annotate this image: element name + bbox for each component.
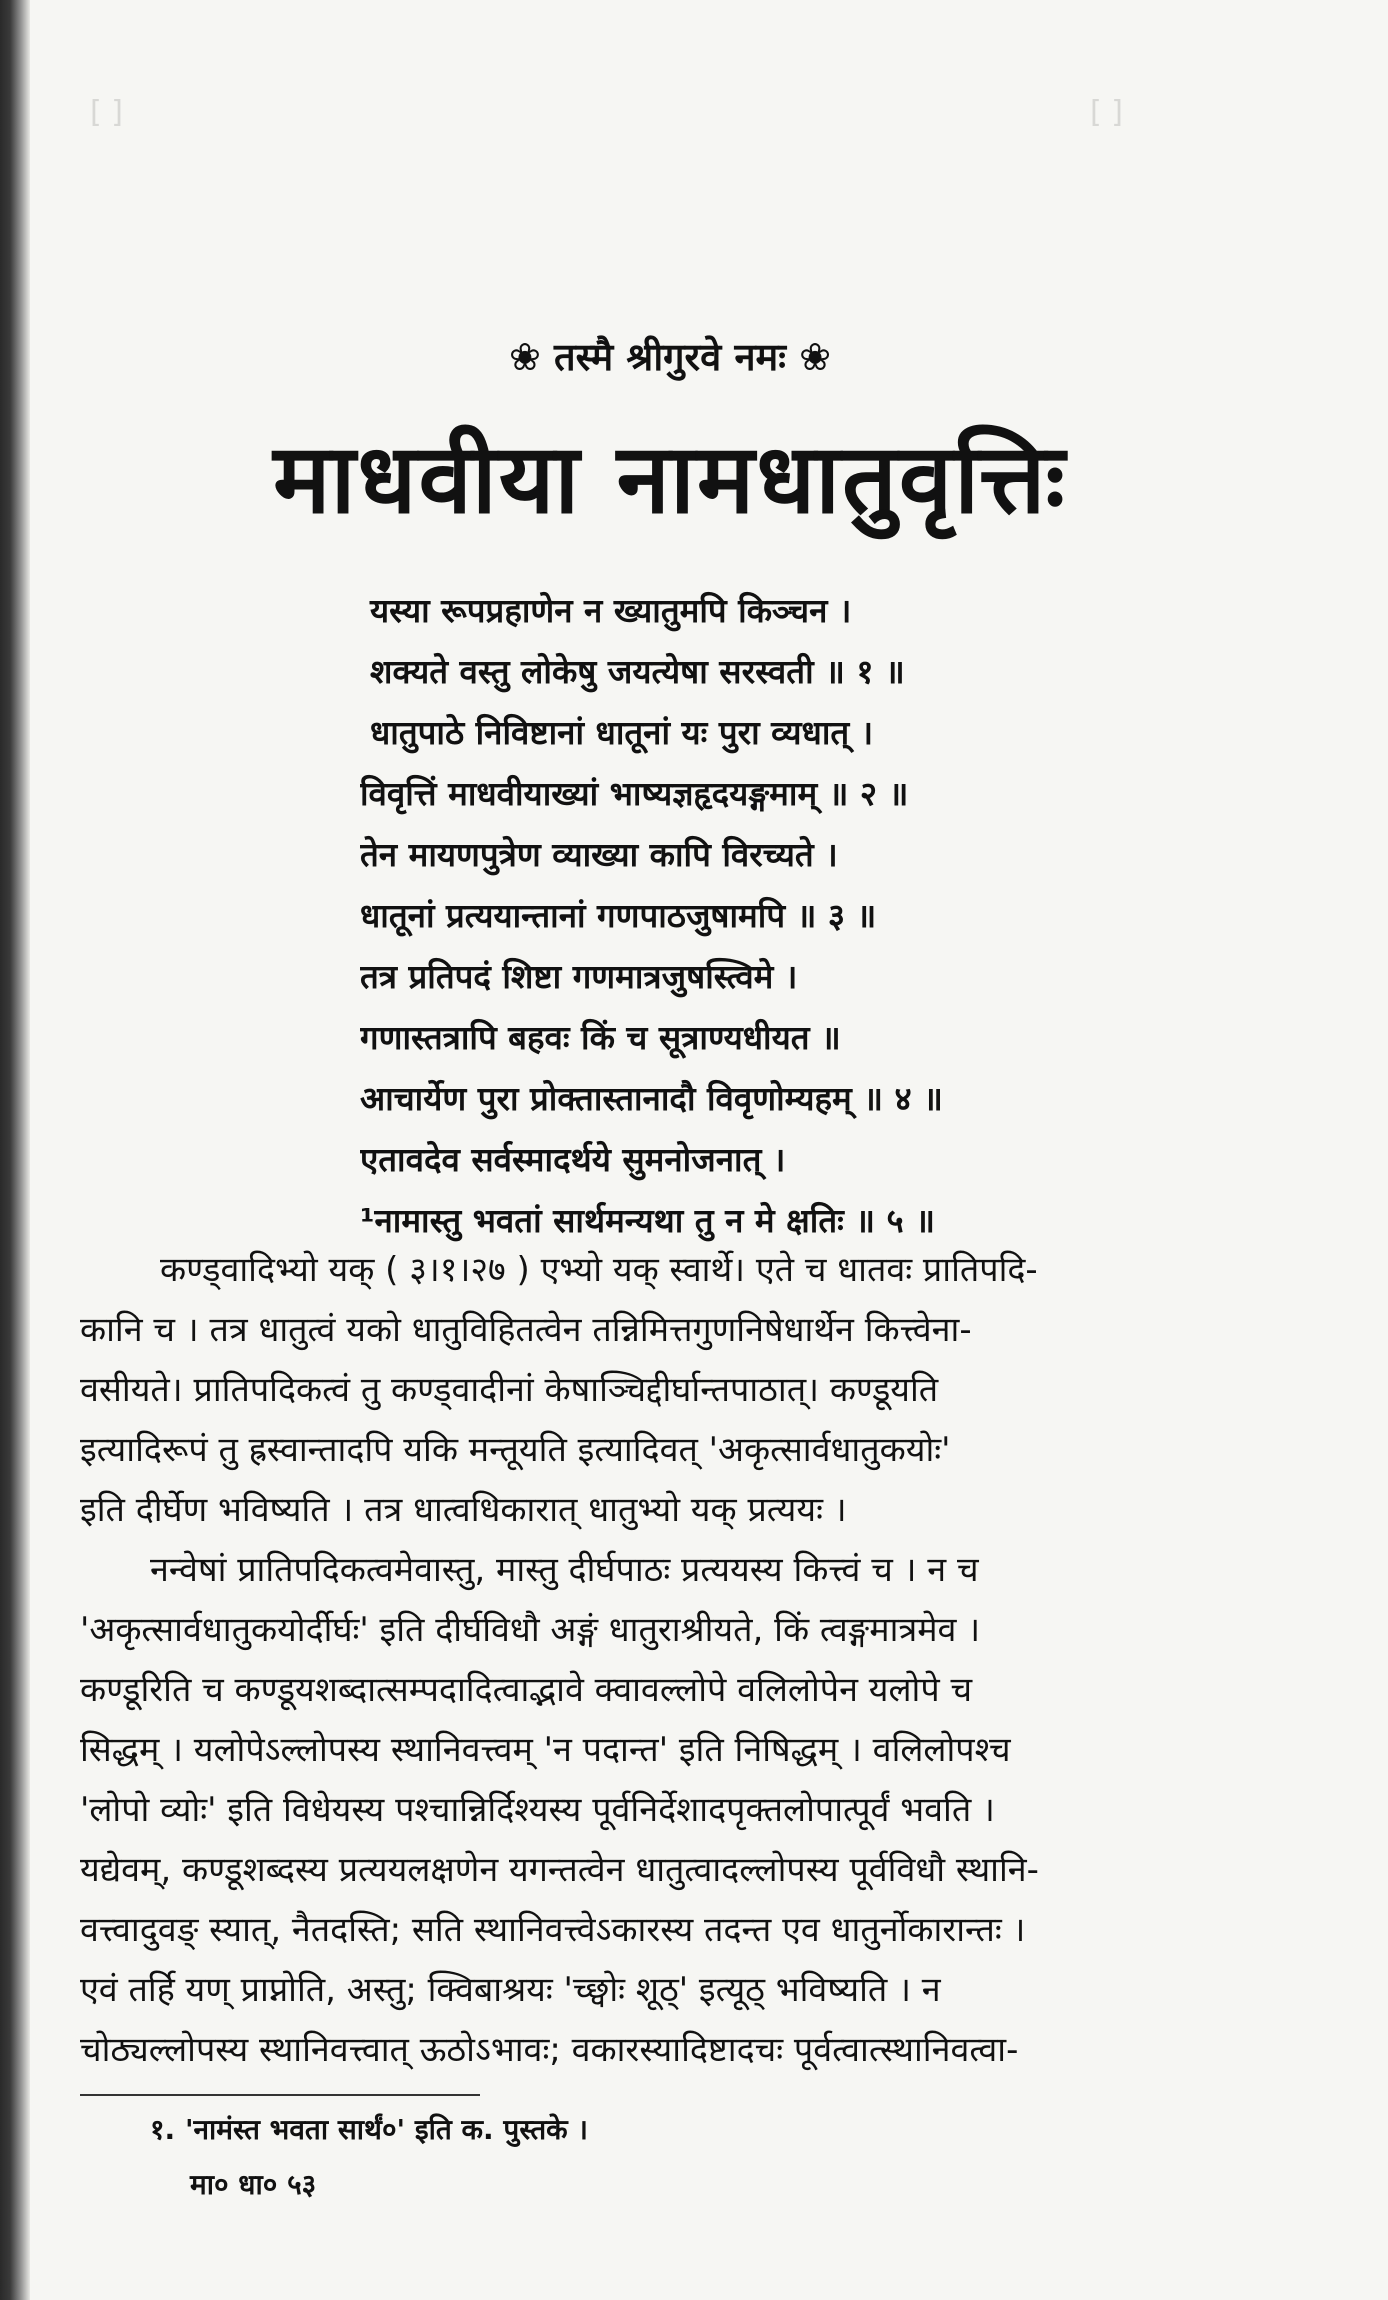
text-line: कण्ड्वादिभ्यो यक् ( ३।१।२७ ) एभ्यो यक् स्वार्थे। एते च धातवः प्रातिपदि- [160,1250,1038,1290]
text-line: सिद्धम् । यलोपेऽल्लोपस्य स्थानिवत्त्वम् 'न पदान्त' इति निषिद्धम् । वलिलोपश्च [80,1730,1011,1770]
verse-line: तेन मायणपुत्रेण व्याख्या कापि विरच्यते । [360,835,838,874]
verse-line: यस्या रूपप्रहाणेन न ख्यातुमपि किञ्चन । [370,591,852,630]
invocation-line: ❀ तस्मै श्रीगुरवे नमः ❀ [508,335,832,379]
bleed-through-text: [ ] [1090,95,1123,130]
text-line: कण्डूरिति च कण्डूयशब्दात्सम्पदादित्वाद्भावे क्वावल्लोपे वलिलोपेन यलोपे च [80,1670,973,1710]
verse-line: धातूनां प्रत्ययान्तानां गणपाठजुषामपि ॥ ३ ॥ [360,896,877,935]
text-line: यद्येवम्, कण्डूशब्दस्य प्रत्ययलक्षणेन यगन्तत्वेन धातुत्वादल्लोपस्य पूर्वविधौ स्थानि- [80,1850,1039,1890]
page-title: माधवीया नामधातुवृत्तिः [273,423,1067,535]
text-line: 'अकृत्सार्वधातुकयोर्दीर्घः' इति दीर्घविधौ अङ्गं धातुराश्रीयते, किं त्वङ्गमात्रमेव । [80,1610,981,1650]
text-line: 'लोपो व्योः' इति विधेयस्य पश्चान्निर्दिश्यस्य पूर्वनिर्देशादपृक्तलोपात्पूर्वं भवति । [80,1790,995,1830]
footnote-divider [80,2094,480,2096]
bleed-through-text: [ ] [90,95,123,130]
text-line: कानि च । तत्र धातुत्वं यको धातुविहितत्वेन तन्निमित्तगुणनिषेधार्थेन कित्त्वेना- [80,1310,972,1350]
text-line: वत्त्वादुवङ् स्यात्, नैतदस्ति; सति स्थानिवत्त्वेऽकारस्य तदन्त एव धातुर्नोकारान्तः । [80,1910,1026,1950]
commentary-text [80,1240,1260,2080]
text-line: एवं तर्हि यण् प्राप्नोति, अस्तु; क्विबाश्रयः 'च्छ्वोः शूठ्' इत्यूठ् भविष्यति । न [80,1970,941,2010]
verse-line: विवृत्तिं माधवीयाख्यां भाष्यज्ञहृदयङ्गमाम् ॥ २ ॥ [360,774,909,813]
text-line: इति दीर्घेण भविष्यति । तत्र धात्वधिकारात् धातुभ्यो यक् प्रत्ययः । [80,1490,847,1530]
text-line: इत्यादिरूपं तु ह्रस्वान्तादपि यकि मन्तूयति इत्यादिवत् 'अकृत्सार्वधातुकयोः' [80,1430,951,1470]
signature-mark: मा० धा० ५३ [190,2168,317,2201]
verse-line: गणास्तत्रापि बहवः किं च सूत्राण्यधीयत ॥ [360,1018,841,1057]
verse-line: आचार्येण पुरा प्रोक्तास्तानादौ विवृणोम्यहम् ॥ ४ ॥ [360,1079,943,1118]
text-line: नन्वेषां प्रातिपदिकत्वमेवास्तु, मास्तु दीर्घपाठः प्रत्ययस्य कित्त्वं च । न च [150,1550,979,1590]
verse-line: तत्र प्रतिपदं शिष्टा गणमात्रजुषस्त्विमे । [360,957,798,996]
book-spine-shadow [0,0,30,2300]
text-line: चोठ्यल्लोपस्य स्थानिवत्त्वात् ऊठोऽभावः; वकारस्यादिष्टादचः पूर्वत्वात्स्थानिवत्वा- [80,2030,1019,2070]
verse-line: धातुपाठे निविष्टानां धातूनां यः पुरा व्यधात् । [370,713,874,752]
verse-block [360,580,1120,1251]
verse-line: शक्यते वस्तु लोकेषु जयत्येषा सरस्वती ॥ १ ॥ [370,652,905,691]
verse-line: ¹नामास्तु भवतां सार्थमन्यथा तु न मे क्षतिः ॥ ५ ॥ [360,1201,935,1240]
footnote: १. 'नामंस्त भवता सार्थं०' इति क. पुस्तके । [150,2113,589,2146]
verse-line: एतावदेव सर्वस्मादर्थये सुमनोजनात् । [360,1140,786,1179]
text-line: वसीयते। प्रातिपदिकत्वं तु कण्ड्वादीनां केषाञ्चिद्दीर्घान्तपाठात्। कण्डूयति [80,1370,939,1410]
